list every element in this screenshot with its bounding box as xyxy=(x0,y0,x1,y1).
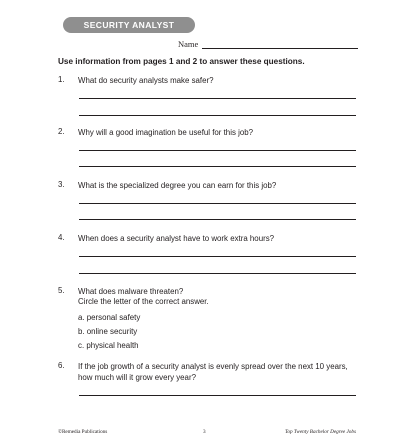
name-line[interactable] xyxy=(202,48,358,49)
page-number: 3 xyxy=(203,429,206,435)
instructions: Use information from pages 1 and 2 to answer these questions. xyxy=(58,57,305,66)
question-text: When does a security analyst have to work extra hours? xyxy=(78,234,275,243)
question-number: 4. xyxy=(58,233,65,242)
answer-line[interactable] xyxy=(79,98,356,99)
answer-option-c[interactable]: c. physical health xyxy=(78,341,139,350)
page-footer xyxy=(0,429,400,439)
book-title: Top Twenty Bachelor Degree Jobs xyxy=(285,429,356,435)
question-number: 6. xyxy=(58,361,65,370)
name-field[interactable] xyxy=(178,39,358,51)
question-number: 3. xyxy=(58,180,65,189)
answer-line[interactable] xyxy=(79,150,356,151)
answer-line[interactable] xyxy=(79,273,356,274)
question-number: 5. xyxy=(58,286,65,295)
answer-line[interactable] xyxy=(79,115,356,116)
question-subtext: Circle the letter of the correct answer. xyxy=(78,297,209,306)
answer-line[interactable] xyxy=(79,256,356,257)
answer-option-a[interactable]: a. personal safety xyxy=(78,313,141,322)
question-text: Why will a good imagination be useful for this job? xyxy=(78,128,254,137)
question-text: What does malware threaten? xyxy=(78,287,184,296)
question-number: 1. xyxy=(58,75,65,84)
publisher-credit: ©Remedia Publications xyxy=(58,429,108,435)
answer-line[interactable] xyxy=(79,395,356,396)
name-label: Name xyxy=(178,39,199,49)
answer-line[interactable] xyxy=(79,219,356,220)
answer-option-b[interactable]: b. online security xyxy=(78,327,138,336)
question-text: What is the specialized degree you can earn for this job? xyxy=(78,181,277,190)
question-text: What do security analysts make safer? xyxy=(78,76,214,85)
answer-line[interactable] xyxy=(79,166,356,167)
question-number: 2. xyxy=(58,127,65,136)
answer-line[interactable] xyxy=(79,203,356,204)
question-text: If the job growth of a security analyst is evenly spread over the next 10 years, xyxy=(78,362,348,371)
question-text-continued: how much will it grow every year? xyxy=(78,373,196,382)
title-banner: SECURITY ANALYST xyxy=(63,17,195,33)
